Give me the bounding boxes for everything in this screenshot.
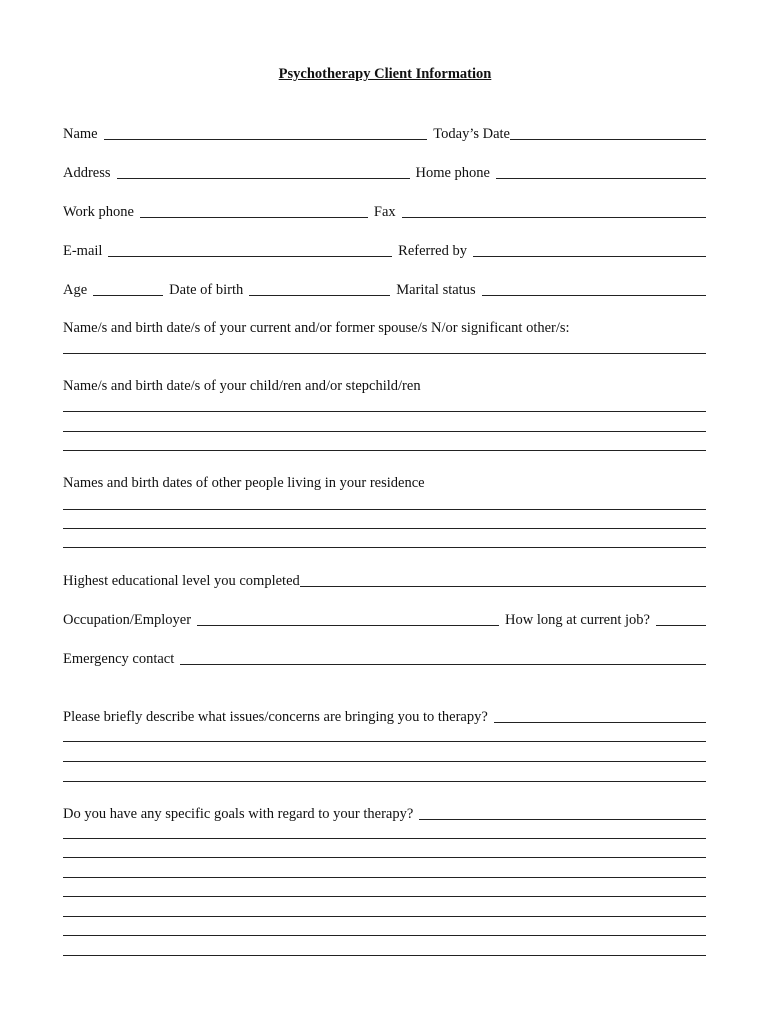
goals-line[interactable] (63, 896, 706, 897)
name-row (63, 123, 706, 143)
home-phone-field[interactable] (496, 178, 706, 179)
todays-date-field[interactable] (510, 139, 706, 140)
goals-label: Do you have any specific goals with regard to your therapy? (63, 806, 414, 822)
dob-field[interactable] (249, 295, 390, 296)
home-phone-label: Home phone (415, 165, 490, 181)
age-field[interactable] (93, 295, 163, 296)
marital-status-label: Marital status (396, 282, 476, 298)
residence-line[interactable] (63, 509, 706, 510)
residence-line[interactable] (63, 528, 706, 529)
job-length-field[interactable] (656, 625, 706, 626)
dob-label: Date of birth (169, 282, 244, 298)
residence-label: Names and birth dates of other people living in your residence (63, 475, 425, 491)
fax-field[interactable] (402, 217, 706, 218)
address-field[interactable] (117, 178, 410, 179)
children-line[interactable] (63, 411, 706, 412)
occupation-row (63, 609, 706, 629)
emergency-row (63, 648, 706, 668)
address-row (63, 162, 706, 182)
issues-line[interactable] (63, 781, 706, 782)
children-label: Name/s and birth date/s of your child/ren and/or stepchild/ren (63, 378, 421, 394)
goals-line[interactable] (63, 955, 706, 956)
issues-line[interactable] (63, 741, 706, 742)
goals-line[interactable] (63, 877, 706, 878)
referred-by-label: Referred by (398, 243, 467, 259)
work-phone-row (63, 201, 706, 221)
job-length-label: How long at current job? (505, 612, 650, 628)
spouse-line[interactable] (63, 353, 706, 354)
form-title: Psychotherapy Client Information (278, 66, 492, 82)
age-row (63, 279, 706, 299)
goals-line[interactable] (63, 857, 706, 858)
age-label: Age (63, 282, 88, 298)
fax-label: Fax (373, 204, 396, 220)
name-field[interactable] (104, 139, 428, 140)
work-phone-label: Work phone (63, 204, 134, 220)
issues-row (63, 706, 706, 726)
children-line[interactable] (63, 431, 706, 432)
education-field[interactable] (300, 586, 706, 587)
children-line[interactable] (63, 450, 706, 451)
goals-row (63, 803, 706, 823)
work-phone-field[interactable] (140, 217, 368, 218)
emergency-contact-label: Emergency contact (63, 651, 175, 667)
education-row (63, 570, 706, 590)
goals-line[interactable] (63, 838, 706, 839)
email-row (63, 240, 706, 260)
goals-line[interactable] (63, 935, 706, 936)
marital-status-field[interactable] (482, 295, 706, 296)
todays-date-label: Today’s Date (433, 126, 510, 142)
occupation-label: Occupation/Employer (63, 612, 192, 628)
issues-label: Please briefly describe what issues/concerns are bringing you to therapy? (63, 709, 488, 725)
email-label: E-mail (63, 243, 103, 259)
spouse-label: Name/s and birth date/s of your current and/or former spouse/s N/or significant other/s: (63, 320, 570, 336)
email-field[interactable] (108, 256, 392, 257)
referred-by-field[interactable] (473, 256, 706, 257)
name-label: Name (63, 126, 98, 142)
issues-field[interactable] (494, 722, 706, 723)
issues-line[interactable] (63, 761, 706, 762)
education-label: Highest educational level you completed (63, 573, 300, 589)
occupation-field[interactable] (197, 625, 499, 626)
goals-line[interactable] (63, 916, 706, 917)
residence-line[interactable] (63, 547, 706, 548)
address-label: Address (63, 165, 111, 181)
goals-field[interactable] (419, 819, 706, 820)
emergency-contact-field[interactable] (180, 664, 706, 665)
